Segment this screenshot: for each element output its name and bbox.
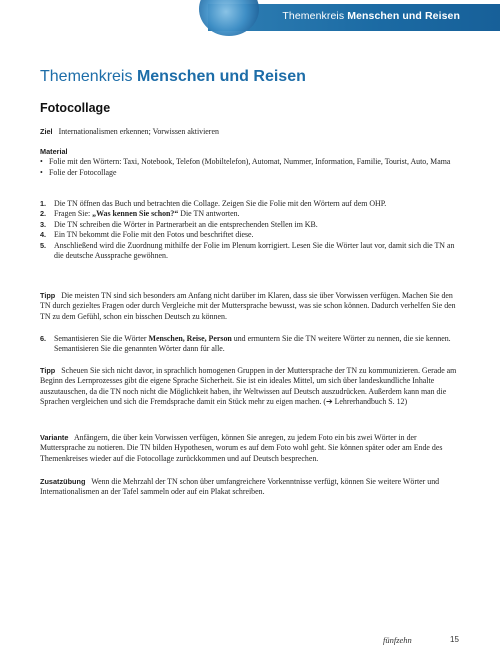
material-label: Material xyxy=(40,147,68,156)
step-text-pre: Fragen Sie: xyxy=(54,209,93,219)
section-title: Fotocollage xyxy=(40,101,111,115)
step-text: Anschließend wird die Zuordnung mithilfe der Folie im Plenum korrigiert. Lesen Sie die Wörter laut vor, damit sich die TN an die deutsche Aussprache gewöhnen. xyxy=(54,240,455,261)
page-number-word: fünfzehn xyxy=(383,635,412,645)
step-item xyxy=(40,220,460,230)
tipp-block xyxy=(40,291,460,322)
material-item: • Folie der Fotocollage xyxy=(40,168,460,178)
chapter-prefix: Themenkreis xyxy=(40,68,133,85)
material-list xyxy=(40,157,460,178)
step6-list xyxy=(40,334,460,355)
chapter-topic: Menschen und Reisen xyxy=(136,68,306,85)
variante-text: Anfängern, die über kein Vorwissen verfügen, können Sie anregen, zu jedem Foto ein bis zwei Wörter in der Muttersprache zu notieren. Die TN bilden Hypothesen, worum es auf dem Foto wohl geht. Sie können später oder am Ende des Themenkreises wieder auf die Fotocollage zurückkommen und auf Deutsch besprechen. xyxy=(40,433,443,463)
variante-label: Variante xyxy=(40,433,69,442)
step-text: Ein TN bekommt die Folie mit den Fotos und beschriftet diese. xyxy=(54,230,254,240)
tipp-text: Die meisten TN sind sich besonders am Anfang nicht darüber im Klaren, dass sie über Vorwissen verfügen. Machen Sie den TN durch gezieltes Fragen oder durch Vergleiche mit der Muttersprache bewusst, was sie schon können. Dadurch verhelfen Sie den TN zu dem Gefühl, schon ein bisschen Deutsch zu können. xyxy=(40,291,456,321)
step-keywords: Menschen, Reise, Person xyxy=(148,334,232,343)
banner-title xyxy=(282,10,460,22)
step-text-pre: Semantisieren Sie die Wörter xyxy=(54,334,149,343)
ziel-label: Ziel xyxy=(40,127,53,136)
steps-block xyxy=(40,199,460,261)
step-number: 2. xyxy=(40,209,47,219)
step-item xyxy=(40,241,460,262)
step-number: 4. xyxy=(40,230,47,240)
tipp-block xyxy=(40,366,460,408)
zusatz-text: Wenn die Mehrzahl der TN schon über umfangreichere Vorkenntnisse verfügt, können Sie weitere Wörter und Internationalismen an der Tafel sammeln oder auf ein Plakat schreiben. xyxy=(40,477,440,497)
step-text-post: und ermuntern Sie die TN weitere Wörter zu nennen, die sie kennen. Semantisieren Sie die genannten Wörter dann für alle. xyxy=(54,334,451,354)
step-number: 3. xyxy=(40,219,47,229)
step-number: 5. xyxy=(40,240,47,250)
step-text: Die TN öffnen das Buch und betrachten die Collage. Zeigen Sie die Folie mit den Wörtern auf dem OHP. xyxy=(54,199,387,208)
banner-topic: Menschen und Reisen xyxy=(347,10,460,22)
chapter-title xyxy=(40,68,306,86)
tipp-label: Tipp xyxy=(40,291,56,300)
variante-block xyxy=(40,433,460,464)
ziel-text: Internationalismen erkennen; Vorwissen aktivieren xyxy=(58,127,219,136)
step-text: Die TN schreiben die Wörter in Partnerarbeit an die entsprechenden Stellen im KB. xyxy=(54,219,318,229)
step-item xyxy=(40,209,460,219)
zusatz-block xyxy=(40,477,460,498)
ziel-block xyxy=(40,127,460,137)
step-item xyxy=(40,334,460,355)
page-number: 15 xyxy=(450,635,459,644)
step-item xyxy=(40,199,460,209)
step-text-post: Die TN antworten. xyxy=(178,209,240,219)
zusatz-label: Zusatzübung xyxy=(40,477,86,486)
tipp-label: Tipp xyxy=(40,366,56,375)
step-question: „Was kennen Sie schon?“ xyxy=(92,209,179,219)
material-item: • Folie mit den Wörtern: Taxi, Notebook, Telefon (Mobiltelefon), Automat, Nummer, Information, Familie, Tourist, Auto, Mama xyxy=(40,157,460,167)
tipp-text: Scheuen Sie sich nicht davor, in sprachlich homogenen Gruppen in der Muttersprache der TN zu kommunizieren. Gerade am Beginn des Lernprozesses gibt die eigene Sprache Sicherheit. Sie ist ein ideales Mittel, um sich über landeskundliche Inhalte auszutauschen, da die TN noch nicht die Möglichkeit haben, ihr Weltwissen auf Deutsch auszudrücken. Außerdem kann man die Sprachen vergleichen und sich die Fremdsprache damit ein Stück mehr zu eigen machen. (➔ Lehrerhandbuch S. 12) xyxy=(40,366,457,407)
step-item xyxy=(40,230,460,240)
step6-block xyxy=(40,334,460,355)
steps-list xyxy=(40,199,460,261)
top-banner xyxy=(0,0,500,33)
step-number: 1. xyxy=(40,199,47,208)
material-block xyxy=(40,147,460,178)
banner-prefix: Themenkreis xyxy=(282,10,345,22)
step-number: 6. xyxy=(40,334,47,343)
